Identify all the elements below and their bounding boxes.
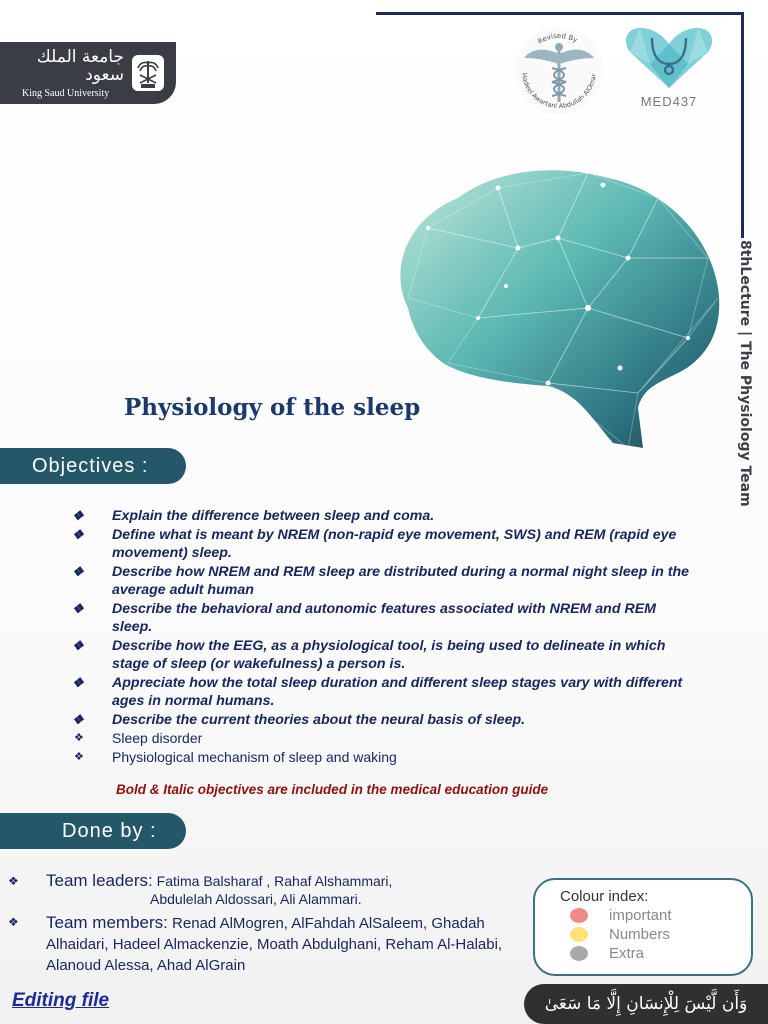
objective-item: ❖ Explain the difference between sleep and coma. xyxy=(72,508,435,524)
team-leaders xyxy=(4,872,544,908)
diamond-bullet-icon: ❖ xyxy=(72,600,84,616)
course-logo xyxy=(622,24,716,114)
objective-item: ❖ Describe how NREM and REM sleep are distributed during a normal night sleep in the average adult human xyxy=(72,563,690,598)
quran-verse-banner xyxy=(524,984,768,1024)
objective-item: ❖ Describe the behavioral and autonomic features associated with NREM and REM sleep. xyxy=(72,600,656,635)
team-members-label: Team members: xyxy=(46,913,168,932)
brain-illustration xyxy=(388,158,724,454)
team-members xyxy=(4,912,544,976)
team-leaders-names: Fatima Balsharaf , Rahaf Alshammari, xyxy=(156,873,393,889)
heart-stethoscope-icon xyxy=(622,24,716,92)
diamond-bullet-icon: ❖ xyxy=(72,637,84,653)
done-by-heading xyxy=(0,813,186,849)
team-section xyxy=(4,872,544,976)
done-by-heading-label: Done by : xyxy=(62,819,157,842)
top-frame-line xyxy=(376,12,744,15)
objective-item: ❖ Appreciate how the total sleep duration and different sleep stages vary with different ages in normal humans. xyxy=(72,674,683,709)
diamond-bullet-icon: ❖ xyxy=(74,750,84,763)
revised-by-seal xyxy=(512,24,606,118)
course-code: MED437 xyxy=(640,94,698,109)
diamond-bullet-icon: ❖ xyxy=(8,915,19,929)
quran-verse-text: وَأَن لَّيْسَ لِلْإِنسَانِ إِلَّا مَا سَعَىٰ xyxy=(544,994,748,1014)
diamond-bullet-icon: ❖ xyxy=(72,508,84,523)
university-logo xyxy=(0,42,176,104)
objective-item: ❖ Physiological mechanism of sleep and waking xyxy=(74,748,397,765)
team-leaders-label: Team leaders: xyxy=(46,871,153,890)
objectives-list xyxy=(66,507,696,766)
editing-file-link[interactable]: Editing file xyxy=(12,990,110,1011)
objective-item: ❖ Define what is meant by NREM (non-rapid eye movement, SWS) and REM (rapid eye movement) sleep. xyxy=(72,526,677,561)
university-name-english: King Saud University xyxy=(22,87,110,99)
diamond-bullet-icon: ❖ xyxy=(72,526,84,542)
colour-index-box xyxy=(533,878,753,976)
right-frame-line xyxy=(741,12,744,238)
diamond-bullet-icon: ❖ xyxy=(72,674,84,690)
grey-dot-icon xyxy=(570,946,588,961)
page-title: Physiology of the sleep xyxy=(124,394,421,421)
team-members-names: Renad AlMogren, AlFahdah AlSaleem, Ghadah Alhaidari, Hadeel Almackenzie, Moath Abdulghani, Reham Al-Halabi, Alanoud Alessa, Ahad AlGrain xyxy=(46,915,503,974)
diamond-bullet-icon: ❖ xyxy=(72,563,84,579)
objective-item: ❖ Describe how the EEG, as a physiological tool, is being used to delineate in which stage of sleep (or wakefulness) a person is. xyxy=(72,637,666,672)
red-dot-icon xyxy=(570,908,588,923)
colour-index-title: Colour index: xyxy=(560,888,649,905)
university-wordmark xyxy=(22,48,130,99)
objectives-heading xyxy=(0,448,186,484)
yellow-dot-icon xyxy=(570,927,588,942)
palm-emblem-icon xyxy=(130,53,166,93)
objectives-heading-label: Objectives : xyxy=(32,454,149,477)
diamond-bullet-icon: ❖ xyxy=(8,874,19,888)
svg-text:Revised By: Revised By xyxy=(536,31,579,46)
lecture-side-title: 8thLecture | The Physiology Team xyxy=(737,240,753,507)
objectives-note: Bold & Italic objectives are included in the medical education guide xyxy=(116,782,549,797)
objective-item: ❖ Sleep disorder xyxy=(74,730,203,746)
objective-item: ❖ Describe the current theories about the neural basis of sleep. xyxy=(72,711,526,728)
colour-index-item: important xyxy=(560,907,751,924)
colour-index-item: Extra xyxy=(560,945,751,962)
svg-text:Hadeel Awartani Abdullah AlOm: Hadeel Awartani Abdullah AlOmar xyxy=(520,72,598,111)
team-leaders-names-continued: Abdulelah Aldossari, Ali Alammari. xyxy=(150,891,362,907)
university-name-arabic: جامعة الملك سعود xyxy=(36,46,124,85)
diamond-bullet-icon: ❖ xyxy=(72,711,84,727)
diamond-bullet-icon: ❖ xyxy=(74,732,84,744)
colour-index-item: Numbers xyxy=(560,926,751,943)
